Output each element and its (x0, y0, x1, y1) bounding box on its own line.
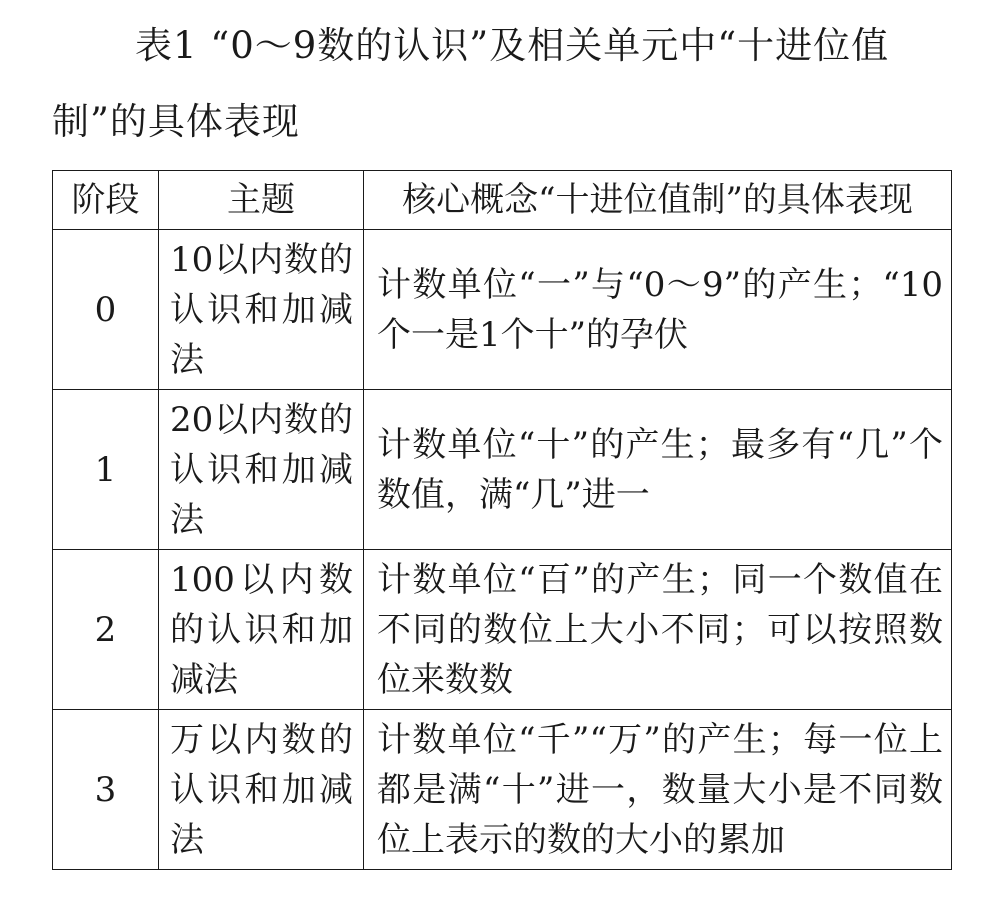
description-cell: 计数单位“一”与“0～9”的产生；“10个一是1个十”的孕伏 (364, 230, 952, 390)
table-row (53, 390, 952, 550)
description-cell: 计数单位“十”的产生；最多有“几”个数值，满“几”进一 (364, 390, 952, 550)
topic-cell: 100以内数的认识和加减法 (159, 550, 364, 710)
topic-cell: 20以内数的认识和加减法 (159, 390, 364, 550)
topic-cell: 万以内数的认识和加减法 (159, 710, 364, 870)
header-description: 核心概念“十进位值制”的具体表现 (364, 171, 952, 230)
decimal-place-value-table (52, 170, 952, 870)
header-stage: 阶段 (53, 171, 159, 230)
stage-cell: 2 (53, 550, 159, 710)
table-caption: 表1 “0～9数的认识”及相关单元中“十进位值制”的具体表现 (52, 24, 890, 143)
stage-cell: 0 (53, 230, 159, 390)
description-cell: 计数单位“百”的产生；同一个数值在不同的数位上大小不同；可以按照数位来数数 (364, 550, 952, 710)
table-row (53, 710, 952, 870)
table-row (53, 230, 952, 390)
stage-cell: 1 (53, 390, 159, 550)
header-topic: 主题 (159, 171, 364, 230)
topic-cell: 10以内数的认识和加减法 (159, 230, 364, 390)
table-row (53, 550, 952, 710)
table-header-row (53, 171, 952, 230)
stage-cell: 3 (53, 710, 159, 870)
description-cell: 计数单位“千”“万”的产生；每一位上都是满“十”进一，数量大小是不同数位上表示的数的大小的累加 (364, 710, 952, 870)
